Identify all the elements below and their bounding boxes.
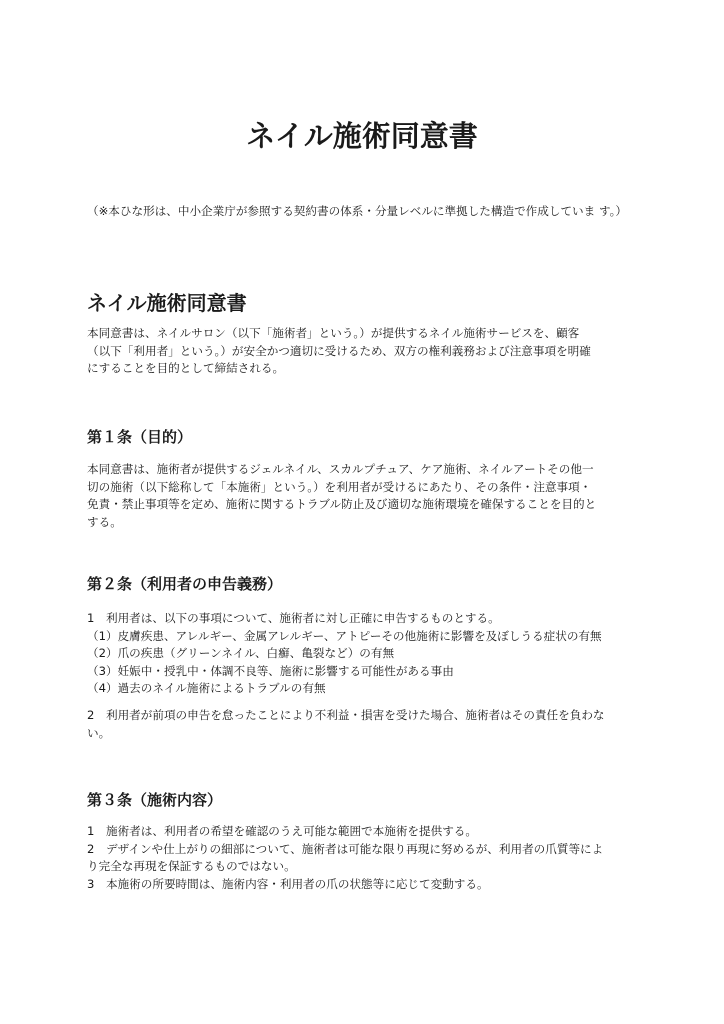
list-item: （1）皮膚疾患、アレルギー、金属アレルギー、アトピーその他施術に影響を及ぼしうる症状の有無 (87, 628, 602, 643)
article-line: 2 利用者が前項の申告を怠ったことにより不利益・損害を受けた場合、施術者はその責任を負わな (87, 708, 605, 722)
document-title: ネイル施術同意書 (246, 119, 478, 153)
article-line: する。 (87, 514, 122, 529)
article-line: い。 (87, 725, 111, 740)
preamble-line: （以下「利用者」という。）が安全かつ適切に受けるため、双方の権利義務および注意事項を明確 (87, 343, 591, 358)
article-3-body (87, 823, 639, 893)
list-item: （3）妊娠中・授乳中・体調不良等、施術に影響する可能性がある事由 (87, 663, 454, 678)
article-2-paragraph-2 (87, 707, 639, 742)
preamble-line: 本同意書は、ネイルサロン（以下「施術者」という。）が提供するネイル施術サービスを、顧客 (87, 326, 580, 340)
list-item: （4）過去のネイル施術によるトラブルの有無 (87, 681, 326, 695)
preamble (87, 325, 639, 378)
note-line: す。） (598, 204, 627, 218)
article-line: り完全な再現を保証するものではない。 (87, 859, 296, 873)
section-heading: ネイル施術同意書 (87, 291, 247, 315)
article-paragraph: 1 利用者は、以下の事項について、施術者に対し正確に申告するものとする。 (87, 611, 500, 625)
article-line: 切の施術（以下総称して「本施術」という。）を利用者が受けるにあたり、その条件・注意事項・ (87, 479, 592, 494)
article-line: 2 デザインや仕上がりの細部について、施術者は可能な限り再現に努めるが、利用者の爪質等によ (87, 841, 604, 856)
article-line: 3 本施術の所要時間は、施術内容・利用者の爪の状態等に応じて変動する。 (87, 876, 489, 891)
article-line: 免責・禁止事項等を定め、施術に関するトラブル防止及び適切な施術環境を確保することを目的と (87, 497, 597, 511)
article-1-heading: 第１条（目的） (87, 428, 193, 446)
article-1-body (87, 461, 639, 531)
article-line: 1 施術者は、利用者の希望を確認のうえ可能な範囲で本施術を提供する。 (87, 824, 477, 838)
preamble-line: にすることを目的として締結される。 (87, 361, 285, 375)
article-3-heading: 第３条（施術内容） (87, 791, 223, 809)
note-line: （※本ひな形は、中小企業庁が参照する契約書の体系・分量レベルに準拠した構造で作成していま (87, 204, 596, 218)
list-item: （2）爪の疾患（グリーンネイル、白癬、亀裂など）の有無 (87, 646, 395, 660)
article-line: 本同意書は、施術者が提供するジェルネイル、スカルプチュア、ケア施術、ネイルアートその他一 (87, 462, 594, 476)
article-2-heading: 第２条（利用者の申告義務） (87, 575, 283, 593)
article-2-body (87, 610, 639, 698)
template-note (87, 203, 639, 220)
